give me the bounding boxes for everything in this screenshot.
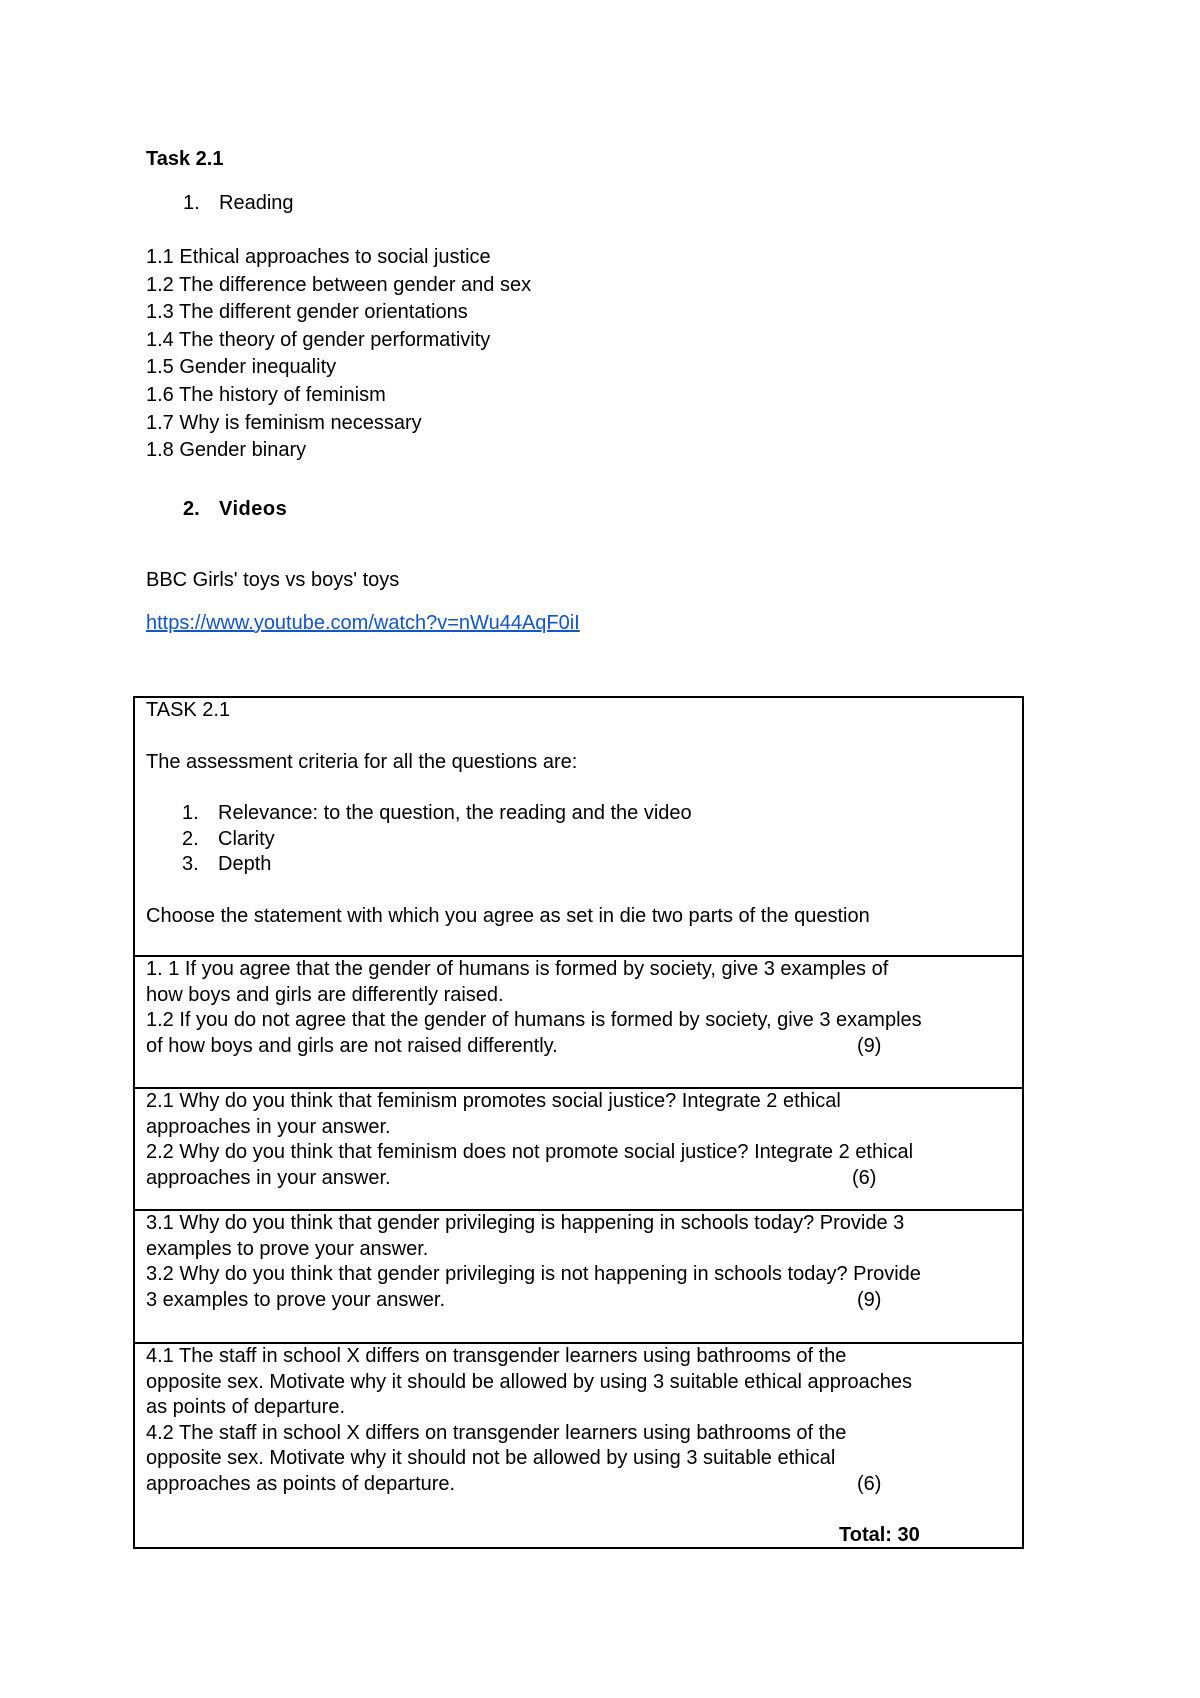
criteria-text: Depth [218,853,272,876]
criteria-list [146,801,1014,878]
marks-label: (6) [857,1473,882,1495]
question-line: 2.1 Why do you think that feminism promotes social justice? Integrate 2 ethical [146,1090,841,1112]
question-cell [134,1210,1023,1343]
question-line: approaches as points of departure. [146,1472,456,1495]
question-line: of how boys and girls are not raised differently. [146,1034,558,1057]
question-line: 1. 1 If you agree that the gender of humans is formed by society, give 3 examples of [146,958,889,980]
video-title: BBC Girls' toys vs boys' toys [146,569,400,591]
marks-label: (6) [852,1166,877,1189]
question-cell [134,1343,1023,1548]
question-line: how boys and girls are differently raised. [146,983,504,1006]
table-row [134,956,1023,1088]
list-item: 1.6 The history of feminism [146,383,386,406]
table-row [134,1343,1023,1548]
question-line: as points of departure. [146,1396,346,1419]
total-marks: Total: 30 [839,1524,920,1546]
question-line: examples to prove your answer. [146,1237,429,1260]
table-row [134,1210,1023,1343]
criteria-number: 2. [182,827,199,850]
list-item [146,852,1014,878]
question-line: approaches in your answer. [146,1166,391,1189]
list-item: 1.8 Gender binary [146,439,307,462]
table-row [134,697,1023,956]
question-line: 1.2 If you do not agree that the gender of humans is formed by society, give 3 examples [146,1009,922,1032]
criteria-number: 1. [182,802,199,825]
list-item: 1.5 Gender inequality [146,356,337,379]
question-cell [134,1088,1023,1210]
list-item: 1.3 The different gender orientations [146,301,468,324]
section2-number: 2. [183,498,200,520]
list-item: 1.1 Ethical approaches to social justice [146,246,491,268]
intro-cell [134,697,1023,956]
marks-label: (9) [857,1288,882,1311]
assessment-table [133,696,1024,1549]
question-line: 2.2 Why do you think that feminism does not promote social justice? Integrate 2 ethical [146,1141,914,1164]
question-line: 4.1 The staff in school X differs on transgender learners using bathrooms of the [146,1345,847,1367]
reading-topics-list [146,244,531,465]
section1-heading: Reading [219,192,294,214]
section2-heading: Videos [219,498,288,520]
video-link[interactable]: https://www.youtube.com/watch?v=nWu44AqF0iI [146,612,580,634]
question-cell [134,956,1023,1088]
question-line: 4.2 The staff in school X differs on transgender learners using bathrooms of the [146,1421,847,1444]
list-item: 1.2 The difference between gender and sex [146,273,532,296]
criteria-number: 3. [182,853,199,876]
list-item [146,827,1014,853]
question-line: opposite sex. Motivate why it should be allowed by using 3 suitable ethical approaches [146,1370,913,1393]
table-row [134,1088,1023,1210]
question-line: 3.2 Why do you think that gender privileging is not happening in schools today? Provide [146,1263,921,1286]
marks-label: (9) [857,1034,882,1057]
section1-number: 1. [183,192,200,214]
list-item: 1.7 Why is feminism necessary [146,411,422,434]
criteria-text: Clarity [218,827,275,850]
question-line: approaches in your answer. [146,1115,391,1138]
instruction-text: Choose the statement with which you agree as set in die two parts of the question [146,904,870,927]
table-task-title: TASK 2.1 [146,699,231,721]
question-line: opposite sex. Motivate why it should not be allowed by using 3 suitable ethical [146,1447,836,1470]
list-item [146,801,1014,827]
list-item: 1.4 The theory of gender performativity [146,328,491,351]
question-line: 3.1 Why do you think that gender privileging is happening in schools today? Provide 3 [146,1212,905,1234]
criteria-text: Relevance: to the question, the reading and the video [218,802,692,825]
question-line: 3 examples to prove your answer. [146,1288,446,1311]
task-title: Task 2.1 [146,148,224,170]
criteria-intro: The assessment criteria for all the questions are: [146,750,578,773]
